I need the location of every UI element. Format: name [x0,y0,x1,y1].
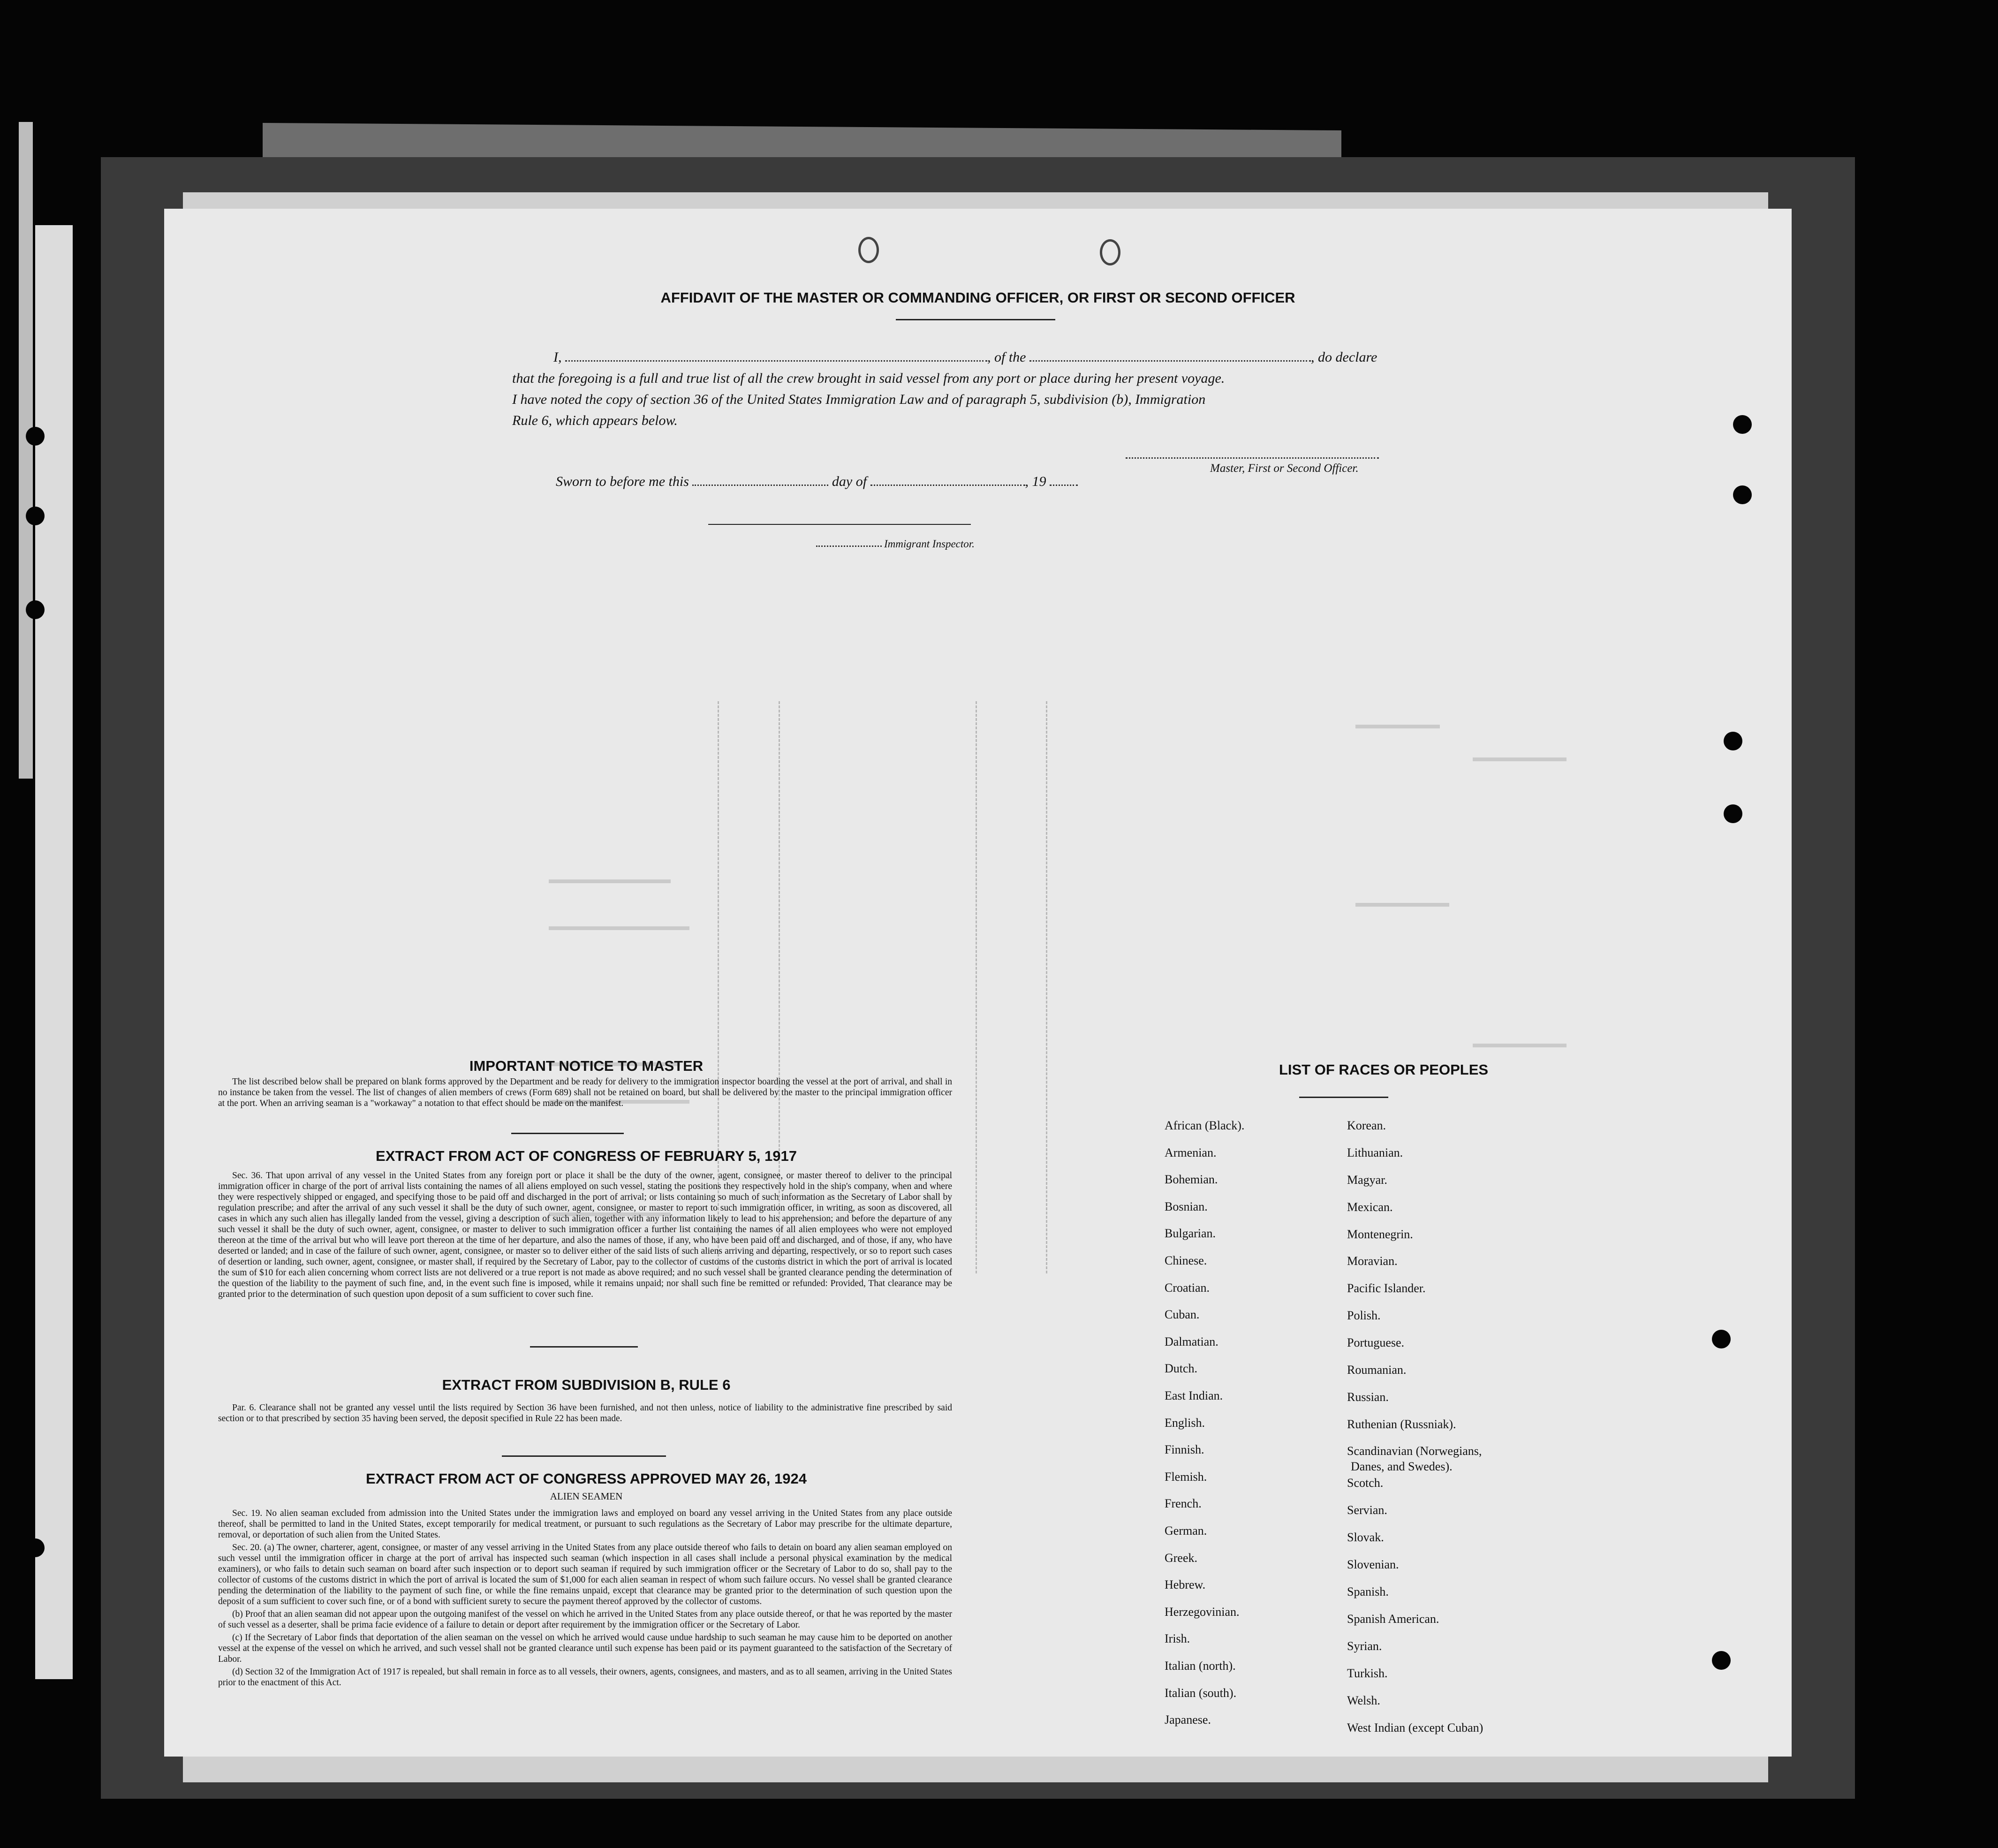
notice-text: The list described below shall be prepared on blank forms approved by the Department and be ready for delivery to the immigration inspector boarding the vessel at the port of arrival, and shall in no instance be taken from the vessel. The list of changes of alien members of crews (Form 689) shall not be retained on board, but shall be delivered by the master to the principal immigration officer at the port. When an arriving seaman is a "workaway" a notation to that effect should be made on the manifest. [218,1077,952,1108]
divider [530,1346,638,1348]
bleed-through-mark [1473,1044,1567,1047]
race-item: Hebrew. [1165,1578,1206,1592]
sec-19: Sec. 19. No alien seaman excluded from admission into the United States under the immigration laws and employed on board any vessel arriving in the United States from any place outside thereof, shall be permitted to land in the United States, except temporarily for medical treatment, or pursuant to such regulations as the Secretary of Labor may prescribe for the ultimate departure, removal, or deportation of such alien from the United States. [218,1508,952,1540]
sworn-month-field[interactable] [870,485,1025,486]
declarant-name-field[interactable] [565,360,987,362]
punch-hole [26,507,45,525]
race-item: Syrian. [1347,1639,1382,1653]
vessel-name-field[interactable] [1029,360,1311,362]
sec-20-a: Sec. 20. (a) The owner, charterer, agent, consignee, or master of any vessel arriving in the United States from any place outside thereof who fails to detain on board any alien seaman employed on such vessel until the immigration officer in charge at the port of arrival has inspected such seaman (which inspection in all cases shall include a personal physical examination by the medical examiners), or who fails to detain such seaman on board after such inspection or to deport such seaman if required by such immigration officer or the Secretary of Labor to do so, shall pay to the collector of customs of the customs district in which the port of arrival is located the sum of $1,000 for each alien seaman in respect of whom such failure occurs. No vessel shall be granted clearance pending the determination of the liability to the payment of such fine, or while the fine remains unpaid, except that clearance may be granted prior to the determination of such question upon the deposit of a sum sufficient to cover such fine, or of a bond with sufficient surety to secure the payment thereof approved by the collector of customs. [218,1543,952,1606]
punch-hole [1712,1651,1731,1670]
of-the-label: , of the [987,349,1026,365]
race-item: Slovak. [1347,1530,1384,1544]
punch-hole [26,427,45,446]
affidavit-title: AFFIDAVIT OF THE MASTER OR COMMANDING OFFICER, OR FIRST OR SECOND OFFICER [660,289,1295,306]
race-item: Herzegovinian. [1165,1605,1240,1619]
race-item: Pacific Islander. [1347,1281,1426,1295]
race-item: German. [1165,1524,1207,1537]
race-item: Slovenian. [1347,1558,1399,1571]
bleed-through-mark [549,926,689,930]
race-item: Scotch. [1347,1476,1384,1490]
sec-20-d: (d) Section 32 of the Immigration Act of 1917 is repealed, but shall remain in force as to all vessels, their owners, agents, consignees, and masters, and as to all seamen, arriving in the United States prior to the enactment of this Act. [218,1667,952,1688]
act-1924-title: EXTRACT FROM ACT OF CONGRESS APPROVED MAY 26, 1924 [366,1470,807,1487]
race-item: Welsh. [1347,1694,1380,1707]
do-declare-label: , do declare [1311,349,1377,365]
master-signature-label: Master, First or Second Officer. [1210,462,1359,475]
act-1917-text: Sec. 36. That upon arrival of any vessel in the United States from any foreign port or place it shall be the duty of the owner, agent, consignee, or master thereof to deliver to the principal immigration officer in charge of the port of arrival lists containing the names of all aliens employed on such vessel, stating the positions they respectively hold in the ship's company, when and where they were respectively shipped or engaged, and specifying those to be paid off and discharged in the port of arrival; or lists containing so much of such information as the Secretary of Labor shall by regulation prescribe; and after the arrival of any such vessel it shall be the duty of such owner, agent, consignee, or master to report to such immigration officer, in writing, as soon as discovered, all cases in which any such alien has illegally landed from the vessel, giving a description of such alien, together with any information likely to lead to his apprehension; and before the departure of any such vessel it shall be the duty of such owner, agent, consignee, or master to deliver to such immigration officer a further list containing the names of all alien employees who were not employed thereon at the time of the arrival but who will leave port thereon at the time of her departure, and also the names of those, if any, who have been paid off and discharged, and of those, if any, who have deserted or landed; and in case of the failure of such owner, agent, consignee, or master so to deliver either of the said lists of such aliens arriving and departing, respectively, or so to report such cases of desertion or landing, such owner, agent, consignee, or master shall, if required by the Secretary of Labor, pay to the collector of customs of the customs district in which the port of arrival is located the sum of $10 for each alien concerning whom correct lists are not delivered or a true report is not made as above required; and no such vessel shall be granted clearance pending the determination of the question of the liability to the payment of such fine, and, in the event such fine is imposed, while it remains unpaid; nor shall such fine be remitted or refunded: Provided, That clearance may be granted prior to the determination of such question upon deposit of a sum sufficient to cover such fine. [218,1171,952,1299]
race-item: Lithuanian. [1347,1146,1403,1159]
race-item: French. [1165,1497,1202,1511]
sec-20-c: (c) If the Secretary of Labor finds that deportation of the alien seaman on the vessel on which he arrived would cause undue hardship to such seaman he may cause him to be deported on another vessel at the expense of the vessel on which he arrived, and such vessel shall not be granted clearance until such expense has been paid or its payment guaranteed to the satisfaction of the Secretary of Labor. [218,1633,952,1664]
race-item: Bulgarian. [1165,1227,1216,1241]
races-title: LIST OF RACES OR PEOPLES [1279,1061,1489,1078]
bleed-through-column [1046,701,1047,1273]
bleed-through-mark [1355,903,1449,907]
sworn-label: Sworn to before me this [556,474,689,489]
manifest-sheet [164,209,1792,1757]
race-item: Dalmatian. [1165,1334,1218,1348]
punch-hole [1712,1330,1731,1348]
race-item: Danes, and Swedes). [1351,1460,1453,1473]
inspector-label: Immigrant Inspector. [884,538,975,550]
race-item: West Indian (except Cuban) [1347,1721,1483,1734]
race-item: Bosnian. [1165,1199,1208,1213]
race-item: African (Black). [1165,1119,1245,1132]
master-signature-field[interactable] [1126,457,1379,459]
act-1924-subtitle: ALIEN SEAMEN [550,1491,623,1502]
race-item: Montenegrin. [1347,1227,1413,1241]
punch-hole [1724,732,1742,750]
divider [896,319,1055,320]
race-item: Greek. [1165,1551,1198,1565]
year-label: , 19 [1025,474,1046,489]
race-item: Magyar. [1347,1173,1387,1187]
race-item: Cuban. [1165,1308,1200,1322]
divider [1299,1097,1388,1098]
race-item: Spanish. [1347,1585,1389,1598]
race-item: Bohemian. [1165,1173,1218,1187]
notice-title: IMPORTANT NOTICE TO MASTER [469,1058,704,1074]
bleed-through-mark [1355,725,1440,728]
race-item: Armenian. [1165,1145,1217,1159]
race-item: Flemish. [1165,1469,1207,1484]
ring-hole [858,237,879,263]
race-item: Roumanian. [1347,1363,1407,1377]
sworn-year-field[interactable] [1050,485,1078,486]
inspector-signature-line[interactable] [708,524,971,525]
race-item: Finnish. [1165,1443,1204,1457]
declaration-line [553,349,1377,365]
race-item: Chinese. [1165,1254,1207,1267]
race-item: East Indian. [1165,1389,1223,1402]
inspector-field[interactable] [816,545,882,547]
race-item: Ruthenian (Russniak). [1347,1417,1456,1431]
race-item: Moravian. [1347,1254,1398,1268]
punch-hole [1733,485,1752,504]
race-item: Italian (north). [1165,1659,1236,1673]
race-item: Dutch. [1165,1362,1198,1376]
race-item: Japanese. [1165,1713,1211,1727]
bleed-through-mark [549,879,671,883]
day-of-label: day of [832,474,867,489]
race-item: Turkish. [1347,1666,1388,1680]
affidavit-line-3: Rule 6, which appears below. [512,413,678,428]
sec-20-b: (b) Proof that an alien seaman did not appear upon the outgoing manifest of the vessel on which he arrived in the United States from any place outside thereof, or that he was reported by the master of such vessel as a deserter, shall be prima facie evidence of a failure to detain or deport after requirement by the immigration officer or the Secretary of Labor. [218,1609,952,1630]
race-item: English. [1165,1416,1205,1430]
punch-hole [26,1538,45,1557]
act-1924-text [218,1508,952,1690]
divider [502,1455,666,1457]
race-item: Russian. [1347,1390,1389,1404]
bleed-through-mark [1473,757,1567,761]
race-item: Spanish American. [1347,1612,1439,1626]
divider [511,1133,624,1134]
ring-hole [1100,239,1120,265]
declarant-label: I, [553,349,562,365]
race-item: Scandinavian (Norwegians, [1347,1444,1482,1458]
race-item: Portuguese. [1347,1336,1405,1349]
act-1917-title: EXTRACT FROM ACT OF CONGRESS OF FEBRUARY 5, 1917 [376,1148,797,1164]
sworn-line [556,474,1078,490]
left-edge-strip [19,122,33,779]
punch-hole [1733,415,1752,434]
sworn-day-field[interactable] [692,485,828,486]
race-item: Italian (south). [1165,1686,1237,1700]
rule-6-text: Par. 6. Clearance shall not be granted any vessel until the lists required by Section 36 have been furnished, and not then unless, notice of liability to the administrative fine prescribed by said section or to that prescribed by section 35 having been served, the deposit specified in Rule 22 has been made. [218,1403,952,1424]
affidavit-line-2: I have noted the copy of section 36 of the United States Immigration Law and of paragraph 5, subdivision (b), Immigration [512,392,1206,407]
race-item: Mexican. [1347,1200,1393,1214]
bleed-through-column [976,701,977,1273]
race-item: Croatian. [1165,1280,1210,1295]
punch-hole [1724,804,1742,823]
race-item: Servian. [1347,1503,1387,1517]
race-item: Korean. [1347,1119,1386,1132]
race-item: Polish. [1347,1309,1381,1322]
race-item: Irish. [1165,1632,1190,1646]
rule-6-title: EXTRACT FROM SUBDIVISION B, RULE 6 [442,1377,731,1393]
affidavit-line-1: that the foregoing is a full and true list of all the crew brought in said vessel from any port or place during her present voyage. [512,371,1225,386]
punch-hole [26,600,45,619]
